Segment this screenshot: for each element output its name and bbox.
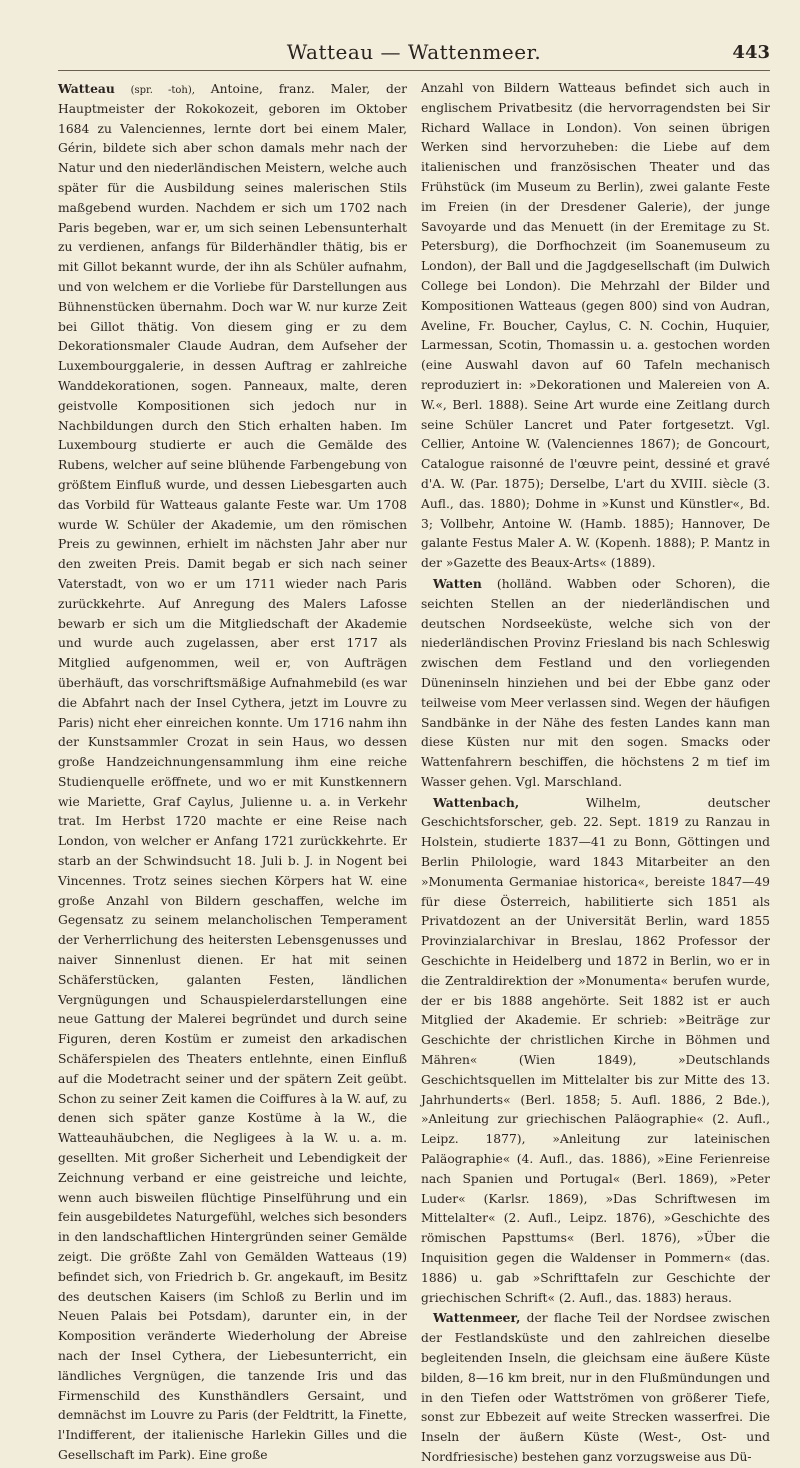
running-head	[58, 40, 770, 71]
entry-text: Anzahl von Bildern Watteaus befindet sich auch in englischem Privatbesitz (die hervorragendsten bei Sir Richard Wallace in London). Von seinen übrigen Werken sind hervorzuheben: die Liebe auf dem italienischen und französischen Theater und das Frühstück (im Museum zu Berlin), zwei galante Feste im Freien (in der Dresdener Galerie), der junge Savoyarde und das Menuett (in der Eremitage zu St. Petersburg), die Dorfhochzeit (im Soanemuseum zu London), der Ball und die Jagdgesellschaft (im Dulwich College bei London). Die Mehrzahl der Bilder und Kompositionen Watteaus (gegen 800) sind von Audran, Aveline, Fr. Boucher, Caylus, C. N. Cochin, Huquier, Larmessan, Scotin, Thomassin u. a. gestochen worden (eine Auswahl davon auf 60 Tafeln mechanisch reproduziert in: »Dekorationen und Malereien von A. W.«, Berl. 1888). Seine Art wurde eine Zeitlang durch seine Schüler Lancret und Pater fortgesetzt. Vgl. Cellier, Antoine W. (Valenciennes 1867); de Goncourt, Catalogue raisonné de l'œuvre peint, dessiné et gravé d'A. W. (Par. 1875); Derselbe, L'art du XVIII. siècle (3. Aufl., das. 1880); Dohme in »Kunst und Künstler«, Bd. 3; Vollbehr, Antoine W. (Hamb. 1885); Hannover, De galante Festus Maler A. W. (Kopenh. 1888); P. Mantz in der »Gazette des Beaux-Arts« (1889).	[421, 81, 770, 571]
headword-wattenbach: Wattenbach,	[433, 794, 520, 810]
entry-text: Antoine, franz. Maler, der Hauptmeister der Rokokozeit, geboren im Oktober 1684 zu Valenciennes, lernte dort bei einem Maler, Gérin, bildete sich aber schon damals mehr nach der Natur und den niederländischen Meistern, welche auch später für die Ausbildung seines malerischen Stils maßgebend wurden. Nachdem er sich um 1702 nach Paris begeben, war er, um sich seinen Lebensunterhalt zu verdienen, anfangs für Bilderhändler thätig, bis er mit Gillot bekannt wurde, der ihn als Schüler aufnahm, und von welchem er die Vorliebe für Darstellungen aus Bühnenstücken übernahm. Doch war W. nur kurze Zeit bei Gillot thätig. Von diesem ging er zu dem Dekorationsmaler Claude Audran, dem Aufseher der Luxembourggalerie, in dessen Auftrag er zahlreiche Wanddekorationen, sogen. Panneaux, malte, deren geistvolle Kompositionen sich jedoch nur in Nachbildungen durch den Stich erhalten haben. Im Luxembourg studierte er auch die Gemälde des Rubens, welcher auf seine blühende Farbengebung von größtem Einfluß wurde, und dessen Liebesgarten auch das Vorbild für Watteaus galante Feste war. Um 1708 wurde W. Schüler der Akademie, um den römischen Preis zu gewinnen, erhielt im nächsten Jahr aber nur den zweiten Preis. Damit begab er sich nach seiner Vaterstadt, von wo er um 1711 wieder nach Paris zurückkehrte. Auf Anregung des Malers Lafosse bewarb er sich um die Mitgliedschaft der Akademie und wurde auch zugelassen, aber erst 1717 als Mitglied aufgenommen, weil er, von Aufträgen überhäuft, das vorschriftsmäßige Aufnahmebild (es war die Abfahrt nach der Insel Cythera, jetzt im Louvre zu Paris) nicht eher einreichen konnte. Um 1716 nahm ihn der Kunstsammler Crozat in sein Haus, wo dessen große Handzeichnungensammlung ihm eine reiche Studienquelle eröffnete, und wo er mit Kunstkennern wie Mariette, Graf Caylus, Julienne u. a. in Verkehr trat. Im Herbst 1720 machte er eine Reise nach London, von welcher er Anfang 1721 zurückkehrte. Er starb an der Schwindsucht 18. Juli b. J. in Nogent bei Vincennes. Trotz seines siechen Körpers hat W. eine große Anzahl von Bildern geschaffen, welche im Gegensatz zu seinem melancholischen Temperament der Verherrlichung des heitersten Lebensgenusses und naiver Sinnenlust dienen. Er hat mit seinen Schäferstücken, galanten Festen, ländlichen Vergnügungen und Schauspielerdarstellungen eine neue Gattung der Malerei begründet und durch seine Figuren, deren Kostüm er zumeist den arkadischen Schäferspielen des Theaters entlehnte, einen Einfluß auf die Modetracht seiner und der spätern Zeit geübt. Schon zu seiner Zeit kamen die Coiffures à la W. auf, zu denen sich später ganze Kostüme à la W., die Watteauhäubchen, die Negligees à la W. u. a. m. gesellten. Mit großer Sicherheit und Lebendigkeit der Zeichnung verband er eine geistreiche und leichte, wenn auch bisweilen flüchtige Pinselführung und ein fein ausgebildetes Naturgefühl, welches sich besonders in den landschaftlichen Hintergründen seiner Gemälde zeigt. Die größte Zahl von Gemälden Watteaus (19) befindet sich, von Friedrich b. Gr. angekauft, im Besitz des deutschen Kaisers (im Schloß zu Berlin und im Neuen Palais bei Potsdam), darunter ein, in der Komposition veränderte Wiederholung der Abreise nach der Insel Cythera, der Liebesunterricht, ein ländliches Vergnügen, die tanzende Iris und das Firmenschild des Kunsthändlers Gersaint, und demnächst im Louvre zu Paris (der Feldtritt, la Finette, l'Indifferent, der italienische Harlekin Gilles und die Gesellschaft im Park). Eine große	[58, 82, 408, 1462]
right-column	[421, 79, 770, 1468]
text-columns	[58, 79, 770, 1468]
entry-text: Wilhelm, deutscher Geschichtsforscher, geb. 22. Sept. 1819 zu Ranzau in Holstein, studierte 1837—41 zu Bonn, Göttingen und Berlin Philologie, ward 1843 Mitarbeiter an den »Monumenta Germaniae historica«, bereiste 1847—49 für diese Österreich, habilitierte sich 1851 als Privatdozent an der Universität Berlin, ward 1855 Provinzialarchivar in Breslau, 1862 Professor der Geschichte in Heidelberg und 1872 in Berlin, wo er in die Zentraldirektion der »Monumenta« berufen wurde, der er bis 1888 angehörte. Seit 1882 ist er auch Mitglied der Akademie. Er schrieb: »Beiträge zur Geschichte der christlichen Kirche in Böhmen und Mähren« (Wien 1849), »Deutschlands Geschichtsquellen im Mittelalter bis zur Mitte des 13. Jahrhunderts« (Berl. 1858; 5. Aufl. 1886, 2 Bde.), »Anleitung zur griechischen Paläographie« (2. Aufl., Leipz. 1877), »Anleitung zur lateinischen Paläographie« (4. Aufl., das. 1886), »Eine Ferienreise nach Spanien und Portugal« (Berl. 1869), »Peter Luder« (Karlsr. 1869), »Das Schriftwesen im Mittelalter« (2. Aufl., Leipz. 1876), »Geschichte des römischen Papsttums« (Berl. 1876), »Über die Inquisition gegen die Waldenser in Pommern« (das. 1886) u. gab »Schrifttafeln zur Geschichte der griechischen Schrift« (2. Aufl., das. 1883) heraus.	[421, 795, 770, 1305]
headword-watten: Watten	[433, 575, 482, 591]
entry-wattenmeer	[421, 1308, 770, 1467]
entry-watteau	[58, 79, 407, 1466]
running-title: Watteau — Wattenmeer.	[286, 40, 542, 64]
entry-wattenbach	[421, 793, 770, 1309]
entry-watteau-continued	[421, 79, 770, 574]
entry-watten	[421, 574, 770, 793]
page-number: 443	[732, 42, 770, 63]
entry-text: der flache Teil der Nordsee zwischen der Festlandsküste und den zahlreichen dieselbe begleitenden Inseln, die gleichsam eine äußere Küste bilden, 8—16 km breit, nur in den Flußmündungen und in den Tiefen oder Wattströmen von größerer Tiefe, sonst zur Ebbezeit auf weite Strecken wasserfrei. Die Inseln der äußern Küste (West-, Ost- und Nordfriesische) bestehen ganz vorzugsweise aus Dü-	[421, 1311, 770, 1464]
pronunciation: (spr. -toh),	[130, 85, 195, 96]
left-column	[58, 79, 407, 1468]
headword-wattenmeer: Wattenmeer,	[433, 1310, 521, 1326]
headword-watteau: Watteau	[58, 81, 115, 96]
entry-text: (holländ. Wabben oder Schoren), die seichten Stellen an der niederländischen und deutschen Nordseeküste, welche sich von der niederländischen Provinz Friesland bis nach Schleswig zwischen dem Festland und den vorliegenden Düneninseln hinziehen und bei der Ebbe ganz oder teilweise vom Meer verlassen sind. Wegen der häufigen Sandbänke in der Nähe des festen Landes kann man diese Küsten nur mit den sogen. Smacks oder Wattenfahrern beschiffen, die höchstens 2 m tief im Wasser gehen. Vgl. Marschland.	[421, 576, 770, 789]
